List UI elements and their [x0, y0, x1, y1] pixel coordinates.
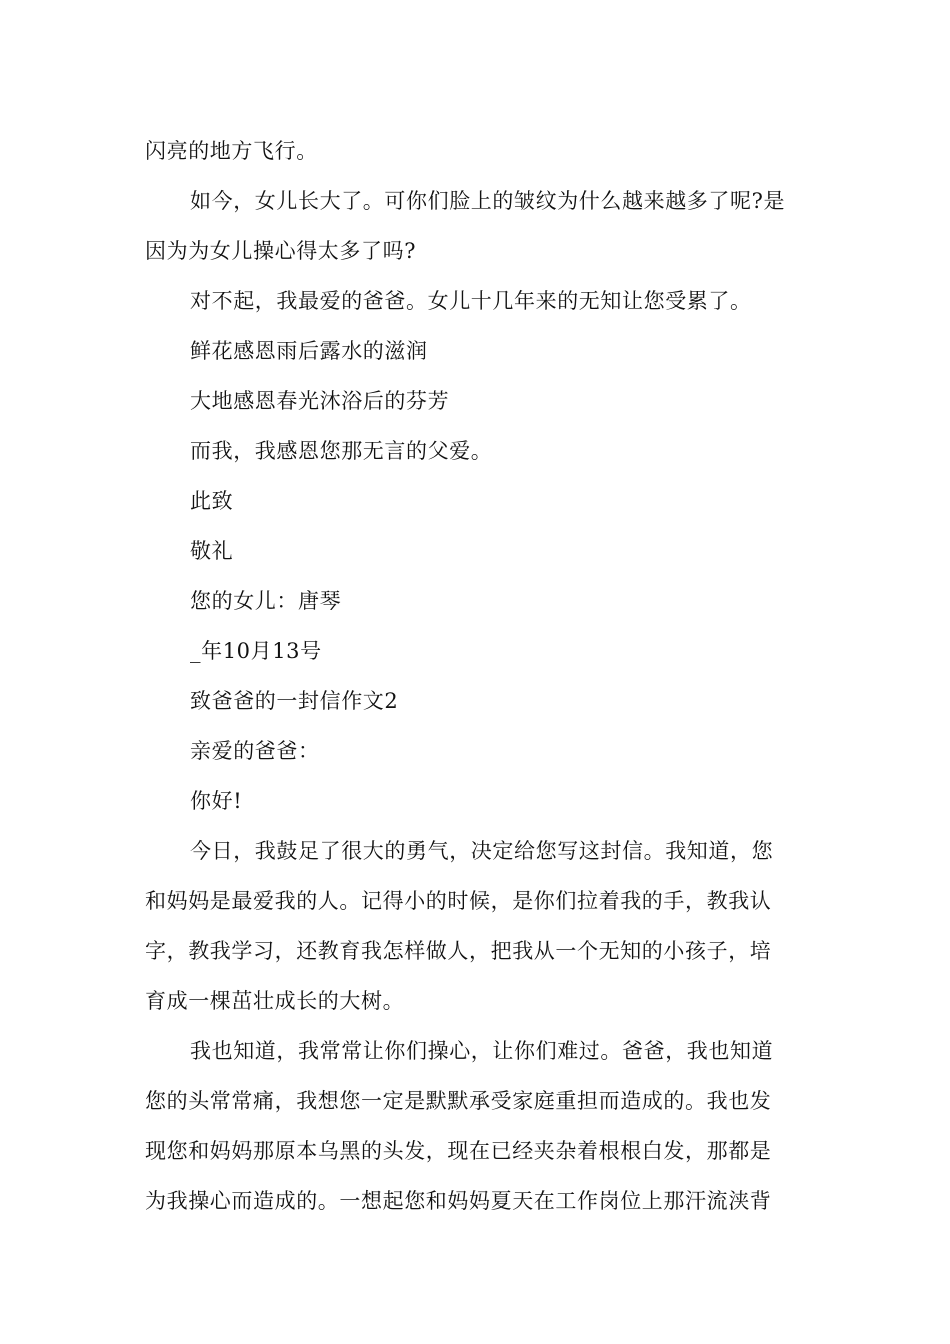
- signature-line: 您的女儿：唐琴: [190, 589, 342, 613]
- text-line: 字，教我学习，还教育我怎样做人，把我从一个无知的小孩子，培: [145, 939, 772, 963]
- salutation-line: 亲爱的爸爸：: [190, 739, 320, 763]
- text-line: 因为为女儿操心得太多了吗?: [145, 239, 417, 263]
- text-line: 您的头常常痛，我想您一定是默默承受家庭重担而造成的。我也发: [145, 1089, 772, 1113]
- text-line: 大地感恩春光沐浴后的芬芳: [190, 389, 450, 413]
- text-line: 育成一棵茁壮成长的大树。: [145, 989, 405, 1013]
- date-line: _年10月13号: [190, 639, 322, 663]
- text-line: 闪亮的地方飞行。: [145, 139, 318, 163]
- closing-line: 此致: [190, 489, 234, 513]
- closing-line: 敬礼: [190, 539, 234, 563]
- text-line: 和妈妈是最爱我的人。记得小的时候，是你们拉着我的手，教我认: [145, 889, 772, 913]
- text-line: 鲜花感恩雨后露水的滋润: [190, 339, 428, 363]
- greeting-line: 你好!: [190, 789, 243, 813]
- text-line: 而我，我感恩您那无言的父爱。: [190, 439, 493, 463]
- text-line: 现您和妈妈那原本乌黑的头发，现在已经夹杂着根根白发，那都是: [145, 1139, 772, 1163]
- text-line: 今日，我鼓足了很大的勇气，决定给您写这封信。我知道，您: [190, 839, 774, 863]
- text-line: 对不起，我最爱的爸爸。女儿十几年来的无知让您受累了。: [190, 289, 752, 313]
- section-title: 致爸爸的一封信作文2: [190, 689, 399, 713]
- text-line: 如今，女儿长大了。可你们脸上的皱纹为什么越来越多了呢?是: [190, 189, 786, 213]
- text-line: 我也知道，我常常让你们操心，让你们难过。爸爸，我也知道: [190, 1039, 774, 1063]
- text-line: 为我操心而造成的。一想起您和妈妈夏天在工作岗位上那汗流浃背: [145, 1189, 772, 1213]
